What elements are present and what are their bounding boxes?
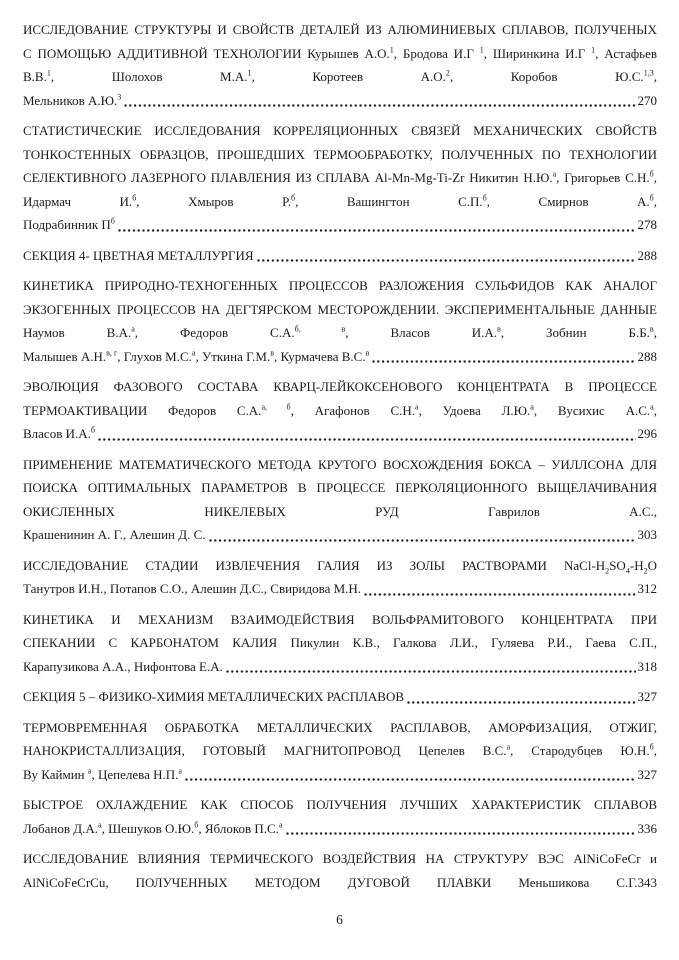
- toc-entry-page-number: 318: [637, 658, 657, 674]
- toc-entry: [23, 119, 657, 237]
- toc-entry: [23, 847, 657, 894]
- toc-entry-last-line: [23, 89, 657, 113]
- dot-leader: [98, 438, 636, 441]
- toc-entry-page-number: 336: [637, 820, 657, 836]
- toc-entry-body: [23, 375, 657, 422]
- toc-entry-page-number: 278: [637, 217, 657, 232]
- toc-entry-tail-text: СЕКЦИЯ 5 – ФИЗИКО-ХИМИЯ МЕТАЛЛИЧЕСКИХ РАСПЛАВОВ: [23, 689, 405, 704]
- toc-entry-page-number: 288: [637, 247, 657, 263]
- toc-entry-page-number: 327: [637, 689, 657, 704]
- toc-entry-title-authors: ИССЛЕДОВАНИЕ СТРУКТУРЫ И СВОЙСТВ ДЕТАЛЕЙ ИЗ АЛЮМИНИЕВЫХ СПЛАВОВ, ПОЛУЧЕНЫХ С ПОМОЩЬЮ АДДИТИВНОЙ ТЕХНОЛОГИИ Курышев А.О.$^1$, Бродова И.Г $^1$, Ширинкина И.Г $^1$, Астафьев В.В.$^1$, Шолохов М.А.$^1$, Коротеев А.О.$^2$, Коробов Ю.С.$^{1,3}$,: [23, 22, 657, 84]
- toc-entry-last-line: [23, 345, 657, 369]
- toc-entry-tail-text: Власов И.А.$^б$: [23, 425, 95, 441]
- toc-entry: [23, 274, 657, 368]
- toc-entry-last-line: [23, 422, 657, 446]
- toc-entry-page-number: 343: [637, 874, 657, 890]
- toc-entry: [23, 793, 657, 840]
- toc-entry-title-authors: БЫСТРОЕ ОХЛАЖДЕНИЕ КАК СПОСОБ ПОЛУЧЕНИЯ ЛУЧШИХ ХАРАКТЕРИСТИК СПЛАВОВ: [23, 797, 657, 812]
- toc-entry-title-authors: ИССЛЕДОВАНИЕ ВЛИЯНИЯ ТЕРМИЧЕСКОГО ВОЗДЕЙСТВИЯ НА СТРУКТУРУ ВЭС AlNiCoFeCr и AlNiCoFeCrCu, ПОЛУЧЕННЫХ МЕТОДОМ ДУГОВОЙ ПЛАВКИ Меньшикова С.Г.: [23, 851, 657, 890]
- toc-entry-last-line: [23, 763, 657, 787]
- toc-entry-body: [23, 793, 657, 817]
- toc-entry: [23, 716, 657, 787]
- toc-entry-tail-text: Танутров И.Н., Потапов С.О., Алешин Д.С., Свиридова М.Н.: [23, 581, 362, 596]
- toc-entry: [23, 685, 657, 709]
- toc-entry-tail-text: Малышев А.Н.$^{в, г}$, Глухов М.С.$^а$, Уткина Г.М.$^в$, Курмачева В.С.$^в$: [23, 348, 370, 364]
- toc-entry: [23, 453, 657, 547]
- toc-entry-body: [23, 18, 657, 89]
- toc-entry: [23, 608, 657, 679]
- toc-entry: [23, 244, 657, 268]
- dot-leader: [364, 593, 635, 596]
- dot-leader: [286, 832, 636, 835]
- toc-entry-body: [23, 608, 657, 655]
- dot-leader: [124, 104, 635, 107]
- toc-entry-title-authors: КИНЕТИКА ПРИРОДНО-ТЕХНОГЕННЫХ ПРОЦЕССОВ РАЗЛОЖЕНИЯ СУЛЬФИДОВ КАК АНАЛОГ ЭКЗОГЕННЫХ ПРОЦЕССОВ НА ДЕГТЯРСКОМ МЕСТОРОЖДЕНИИ. ЭКСПЕРИМЕНТАЛЬНЫЕ ДАННЫЕ Наумов В.А.$^а$, Федоров С.А.$^{б, в}$, Власов И.А.$^в$, Зобнин Б.Б.$^в$,: [23, 278, 657, 340]
- toc-entry-page-number: 270: [637, 92, 657, 108]
- toc-entry-last-line: [23, 213, 657, 237]
- toc-entry-last-line: [23, 577, 657, 601]
- page-number: 6: [336, 912, 343, 927]
- toc-entry-title-authors: ТЕРМОВРЕМЕННАЯ ОБРАБОТКА МЕТАЛЛИЧЕСКИХ РАСПЛАВОВ, АМОРФИЗАЦИЯ, ОТЖИГ, НАНОКРИСТАЛЛИЗАЦИЯ, ГОТОВЫЙ МАГНИТОПРОВОД Цепелев В.С.$^а$, Стародубцев Ю.Н.$^б$,: [23, 719, 657, 758]
- toc-entry: [23, 554, 657, 601]
- toc-entry-tail-text: Подрабинник $П^б$: [23, 216, 115, 232]
- toc-entry-title-authors: ИССЛЕДОВАНИЕ СТАДИИ ИЗВЛЕЧЕНИЯ ГАЛИЯ ИЗ ЗОЛЫ РАСТВОРАМИ NaCl-$H_2SO_4-H_2O$: [23, 557, 657, 576]
- toc-entry-body: [23, 119, 657, 213]
- toc-entry: [23, 18, 657, 112]
- toc-entry-last-line: [23, 685, 657, 709]
- toc-entry-tail-text: Крашенинин А. Г., Алешин Д. С.: [23, 527, 206, 542]
- toc-entry-page-number: 303: [637, 527, 657, 542]
- toc-entry-last-line: [23, 655, 657, 679]
- toc-entry-body: [23, 554, 657, 578]
- toc-entry-page-number: 288: [637, 348, 657, 364]
- dot-leader: [226, 670, 636, 673]
- toc-entry-page-number: 327: [637, 766, 657, 782]
- dot-leader: [407, 701, 635, 704]
- dot-leader: [209, 539, 636, 542]
- toc-entry-body: [23, 274, 657, 345]
- toc-entry-tail-text: СЕКЦИЯ 4- ЦВЕТНАЯ МЕТАЛЛУРГИЯ: [23, 247, 254, 263]
- toc-entry-title-authors: ПРИМЕНЕНИЕ МАТЕМАТИЧЕСКОГО МЕТОДА КРУТОГО ВОСХОЖДЕНИЯ БОКСА – УИЛЛСОНА ДЛЯ ПОИСКА ОПТИМАЛЬНЫХ ПАРАМЕТРОВ В ПРОЦЕССЕ ПЕРКОЛЯЦИОННОГО ВЫЩЕЛАЧИВАНИЯ ОКИСЛЕННЫХ НИКЕЛЕВЫХ РУД Гаврилов А.С.,: [23, 456, 657, 519]
- dot-leader: [118, 229, 636, 232]
- toc-entry-body: [23, 847, 657, 894]
- page-footer: [0, 911, 679, 929]
- toc-entry-last-line: [23, 244, 657, 268]
- dot-leader: [257, 259, 636, 262]
- toc-entry-tail-text: Лобанов Д.А.$^а$, Шешуков О.Ю.$^б$, Яблоков П.С.$^а$: [23, 820, 283, 836]
- dot-leader: [372, 360, 635, 363]
- toc-entry-tail-text: Карапузикова А.А., Нифонтова Е.А.: [23, 658, 223, 674]
- toc-entry-page-number: 312: [637, 581, 657, 596]
- toc-entry-page-number: 296: [637, 426, 657, 441]
- toc-entry-title-authors: ЭВОЛЮЦИЯ ФАЗОВОГО СОСТАВА КВАРЦ-ЛЕЙКОКСЕНОВОГО КОНЦЕНТРАТА В ПРОЦЕССЕ ТЕРМОАКТИВАЦИИ Федоров С.А.$^{а, б}$, Агафонов С.Н.$^а$, Удоева Л.Ю.$^а$, Вусихис А.С.$^а$,: [23, 379, 657, 418]
- toc-entry-body: [23, 453, 657, 524]
- toc-entry-tail-text: Ву Каймин $^а$, Цепелева Н.П.$^а$: [23, 766, 182, 782]
- toc-entry-last-line: [23, 523, 657, 547]
- toc-entry-body: [23, 716, 657, 763]
- toc-entry: [23, 375, 657, 446]
- toc-entry-tail-text: Мельников А.Ю.$^3$: [23, 92, 122, 108]
- dot-leader: [185, 778, 636, 781]
- toc-entry-title-authors: КИНЕТИКА И МЕХАНИЗМ ВЗАИМОДЕЙСТВИЯ ВОЛЬФРАМИТОВОГО КОНЦЕНТРАТА ПРИ СПЕКАНИИ С КАРБОНАТОМ КАЛИЯ Пикулин К.В., Галкова Л.И., Гуляева Р.И., Гаева С.П.,: [23, 611, 657, 650]
- toc-entry-last-line: [23, 817, 657, 841]
- table-of-contents: [23, 18, 657, 894]
- toc-entry-title-authors: СТАТИСТИЧЕСКИЕ ИССЛЕДОВАНИЯ КОРРЕЛЯЦИОННЫХ СВЯЗЕЙ МЕХАНИЧЕСКИХ СВОЙСТВ ТОНКОСТЕННЫХ ОБРАЗЦОВ, ПРОШЕДШИХ ТЕРМООБРАБОТКУ, ПОЛУЧЕННЫХ ПО ТЕХНОЛОГИИ СЕЛЕКТИВНОГО ЛАЗЕРНОГО ПЛАВЛЕНИЯ ИЗ СПЛАВА Al-Mn-Mg-Ti-Zr Никитин Н.Ю.$^а$, Григорьев С.Н.$^б$, Идармач И.$^б$, Хмыров Р.$^б$, Вашингтон С.П.$^б$, Смирнов А.$^б$,: [23, 123, 658, 209]
